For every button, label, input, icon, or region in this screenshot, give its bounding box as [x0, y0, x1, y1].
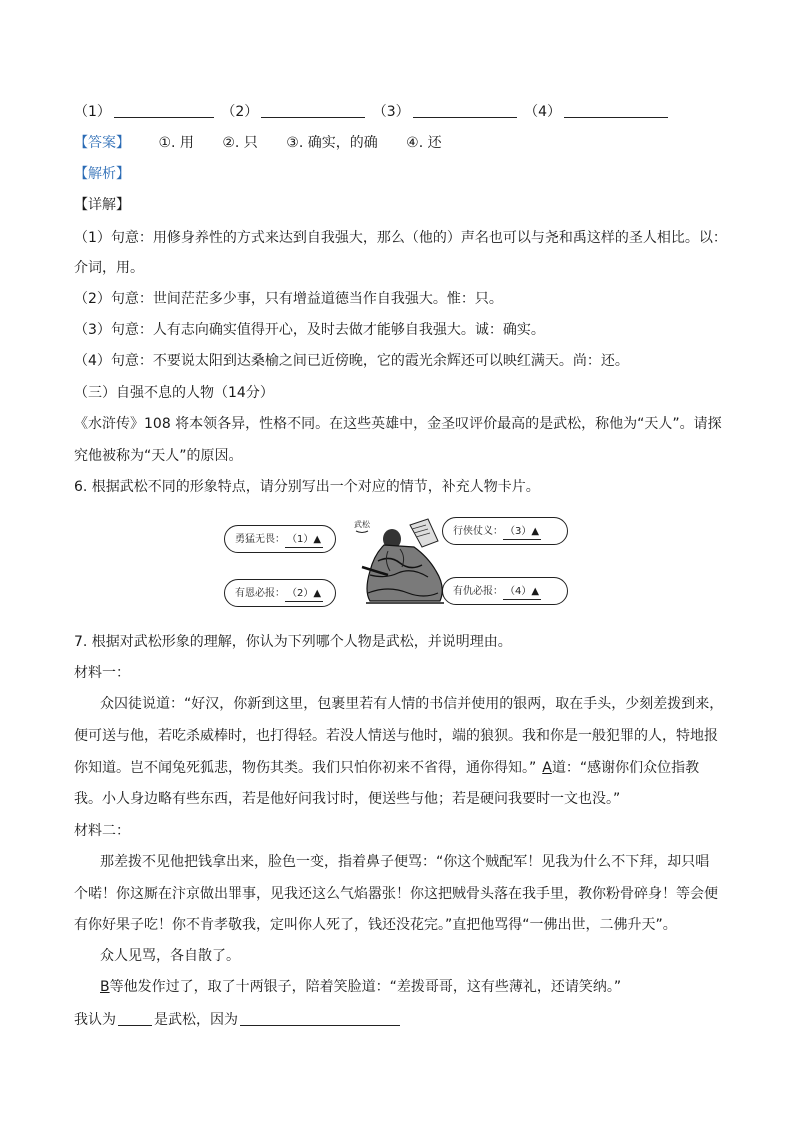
reason-answer-blank[interactable] — [240, 1011, 400, 1026]
detail-tag: 【详解】 — [74, 197, 130, 213]
detail-line: （4）句意：不要说太阳到达桑榆之间已近傍晚，它的霞光余辉还可以映红满天。尚：还。 — [74, 353, 629, 369]
material-1-line: 便可送与他，若吃杀威棒时，也打得轻。若没人情送与他时，端的狼狈。我和你是一般犯罪的人，特地报 — [74, 728, 718, 744]
person-b-marker: B — [100, 979, 110, 995]
card-brave — [224, 525, 336, 553]
card-blank[interactable]: （2）▲ — [285, 587, 323, 602]
blank-label-3: （3） — [372, 104, 410, 120]
card-label: 有恩必报： — [235, 588, 285, 599]
card-blank[interactable]: （3）▲ — [503, 525, 541, 540]
card-chivalry — [442, 517, 568, 545]
detail-line: （3）句意：人有志向确实值得开心，及时去做才能够自我强大。诚：确实。 — [74, 322, 545, 338]
answer-blank-3[interactable] — [413, 103, 517, 118]
analysis-tag: 【解析】 — [74, 166, 130, 182]
blank-label-1: （1） — [74, 104, 111, 120]
card-label: 勇猛无畏： — [235, 534, 285, 545]
material-2-line: 众人见骂，各自散了。 — [100, 948, 240, 964]
answer-tag: 【答案】 — [74, 135, 130, 151]
final-text: 我认为 — [74, 1012, 116, 1028]
material-2-title: 材料二： — [74, 823, 130, 839]
material-2-line: 个喏！你这厮在汴京做出罪事，见我还这么气焰嚣张！你这把贼骨头落在我手里，教你粉骨碎身！等会便 — [74, 886, 718, 902]
person-a-marker: A — [542, 760, 552, 776]
answer-blank-2[interactable] — [261, 103, 365, 118]
answer-item: ④. 还 — [406, 135, 442, 151]
material-1-text: 道：“感谢你们众位指教 — [551, 760, 700, 776]
material-1-line: 我。小人身边略有些东西，若是他好问我讨时，便送些与他；若是硬问我要时一文也没。” — [74, 791, 621, 807]
card-blank[interactable]: （1）▲ — [285, 533, 323, 548]
blank-label-2: （2） — [221, 104, 259, 120]
character-card-figure — [224, 511, 572, 611]
material-1-title: 材料一： — [74, 665, 130, 681]
final-answer-row — [74, 1010, 400, 1030]
section-title: （三）自强不息的人物（14分） — [74, 385, 274, 401]
section-intro: 究他被称为“天人”的原因。 — [74, 448, 243, 464]
answer-item: ①. 用 — [158, 135, 194, 151]
blank-label-4: （4） — [524, 104, 562, 120]
question-7: 7. 根据对武松形象的理解，你认为下列哪个人物是武松，并说明理由。 — [74, 634, 512, 650]
final-text: 是武松，因为 — [154, 1012, 238, 1028]
answer-blank-4[interactable] — [564, 103, 668, 118]
detail-line: （1）句意：用修身养性的方式来达到自我强大，那么（他的）声名也可以与尧和禹这样的圣人相比。以： — [74, 230, 727, 246]
answer-blanks-row — [74, 102, 671, 122]
section-intro: 《水浒传》108 将本领各异，性格不同。在这些英雄中，金圣叹评价最高的是武松，称他为“天人”。请探 — [74, 416, 722, 432]
material-1-line: 众囚徒说道：“好汉，你新到这里，包裹里若有人情的书信并使用的银两，取在手头，少刻差拨到来， — [100, 696, 724, 712]
material-2-line — [100, 977, 621, 997]
wusong-illustration — [348, 515, 458, 609]
card-revenge — [442, 577, 568, 605]
answer-row — [74, 133, 442, 153]
illustration-caption: 武松 — [354, 520, 370, 529]
detail-line: （2）句意：世间茫茫多少事，只有增益道德当作自我强大。惟：只。 — [74, 291, 503, 307]
card-gratitude — [224, 579, 336, 607]
answer-item: ③. 确实，的确 — [286, 135, 378, 151]
card-label: 行侠仗义： — [453, 526, 503, 537]
material-2-text: 等他发作过了，取了十两银子，陪着笑脸道：“差拨哥哥，这有些薄礼，还请笑纳。” — [109, 979, 622, 995]
material-1-text: 你知道。岂不闻兔死狐悲，物伤其类。我们只怕你初来不省得，通你得知。” — [74, 760, 537, 776]
detail-line: 介词，用。 — [74, 260, 144, 276]
question-6: 6. 根据武松不同的形象特点，请分别写出一个对应的情节，补充人物卡片。 — [74, 479, 540, 495]
person-answer-blank[interactable] — [118, 1011, 152, 1026]
material-2-line: 有你好果子吃！你不肯孝敬我，定叫你人死了，钱还没花完。”直把他骂得“一佛出世，二佛升天”。 — [74, 917, 677, 933]
card-label: 有仇必报： — [453, 586, 503, 597]
card-blank[interactable]: （4）▲ — [503, 585, 541, 600]
material-1-line — [74, 758, 699, 778]
answer-item: ②. 只 — [222, 135, 258, 151]
answer-blank-1[interactable] — [114, 103, 214, 118]
material-2-line: 那差拨不见他把钱拿出来，脸色一变，指着鼻子便骂：“你这个贼配军！见我为什么不下拜，却只唱 — [100, 854, 710, 870]
